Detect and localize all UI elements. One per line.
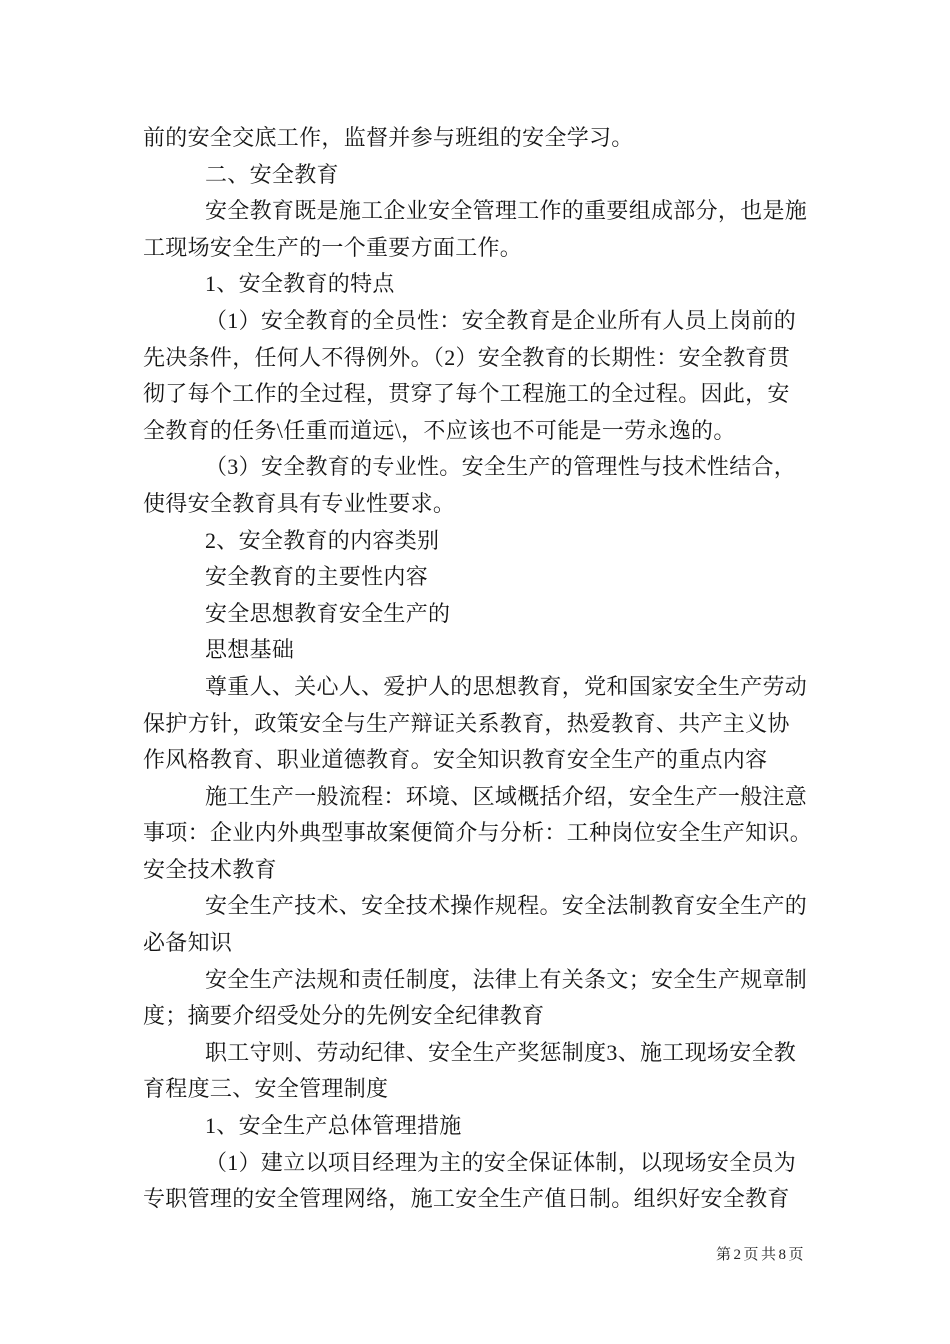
document-body [143, 120, 833, 1218]
text-line: 彻了每个工作的全过程，贯穿了每个工程施工的全过程。因此，安 [143, 381, 790, 407]
section-heading: 二、安全教育 [205, 161, 339, 187]
text-line: 工现场安全生产的一个重要方面工作。 [143, 234, 523, 260]
text-line: （3）安全教育的专业性。安全生产的管理性与技术性结合， [205, 454, 797, 480]
text-line: 安全生产法规和责任制度，法律上有关条文；安全生产规章制 [205, 966, 808, 992]
page-number: 第2页共8页 [715, 1247, 806, 1263]
text-line: 安全思想教育安全生产的 [205, 600, 451, 626]
text-line: （1）建立以项目经理为主的安全保证体制，以现场安全员为 [205, 1149, 797, 1175]
text-line: 保护方针，政策安全与生产辩证关系教育，热爱教育、共产主义协 [143, 710, 790, 736]
text-line: 前的安全交底工作，监督并参与班组的安全学习。 [143, 125, 634, 150]
text-line: 安全教育既是施工企业安全管理工作的重要组成部分，也是施 [205, 198, 808, 224]
text-line: 事项：企业内外典型事故案便简介与分析：工种岗位安全生产知识。 [143, 820, 813, 846]
sub-heading: 1、安全生产总体管理措施 [205, 1113, 462, 1139]
text-line: 度；摘要介绍受处分的先例安全纪律教育 [143, 1003, 545, 1029]
text-line: 安全教育的主要性内容 [205, 564, 429, 590]
text-line: （1）安全教育的全员性：安全教育是企业所有人员上岗前的 [205, 307, 797, 333]
text-line: 安全生产技术、安全技术操作规程。安全法制教育安全生产的 [205, 893, 808, 919]
text-line: 先决条件，任何人不得例外。（2）安全教育的长期性：安全教育贯 [143, 344, 791, 370]
text-line: 育程度三、安全管理制度 [143, 1076, 389, 1102]
text-line: 必备知识 [143, 930, 233, 956]
text-line: 职工守则、劳动纪律、安全生产奖惩制度3、施工现场安全教 [205, 1039, 797, 1065]
sub-heading: 2、安全教育的内容类别 [205, 527, 440, 553]
text-line: 施工生产一般流程：环境、区域概括介绍，安全生产一般注意 [205, 783, 808, 809]
text-line: 使得安全教育具有专业性要求。 [143, 490, 456, 516]
text-line: 安全技术教育 [143, 856, 277, 882]
text-line: 专职管理的安全管理网络，施工安全生产值日制。组织好安全教育 [143, 1186, 790, 1212]
text-line: 尊重人、关心人、爱护人的思想教育，党和国家安全生产劳动 [205, 673, 808, 699]
sub-heading: 1、安全教育的特点 [205, 271, 395, 297]
text-line: 作风格教育、职业道德教育。安全知识教育安全生产的重点内容 [143, 747, 768, 773]
text-line: 思想基础 [205, 637, 295, 663]
text-line: 全教育的任务\任重而道远\，不应该也不可能是一劳永逸的。 [143, 417, 736, 443]
